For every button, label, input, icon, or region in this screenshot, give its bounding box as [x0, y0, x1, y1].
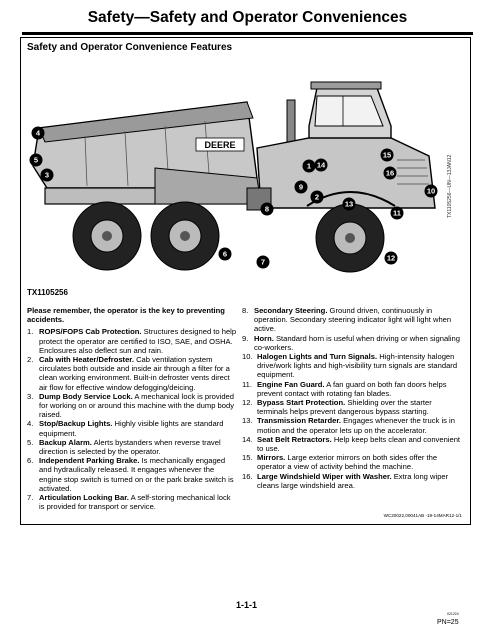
callout-14	[315, 159, 328, 172]
callout-9	[295, 181, 308, 194]
content-frame	[20, 37, 471, 525]
svg-text:1: 1	[306, 161, 312, 171]
callout-12	[385, 252, 398, 265]
callout-7	[257, 256, 270, 269]
svg-text:16: 16	[385, 168, 395, 178]
brand-logo	[196, 138, 244, 151]
box-heading: Safety and Operator Convenience Features	[27, 42, 233, 53]
callout-15	[381, 149, 394, 162]
svg-text:14: 14	[316, 160, 326, 170]
list-item: 5. Backup Alarm. Alerts bystanders when reverse travel direction is selected by the operator.	[27, 437, 221, 457]
list-item: 7. Articulation Locking Bar. A self-storing mechanical lock is provided for transport or service.	[27, 493, 231, 512]
callout-2	[311, 191, 324, 204]
figure-side-reference: TX1105256—UN—13JAN12	[447, 154, 453, 218]
callout-5	[30, 154, 43, 167]
callout-10	[425, 185, 438, 198]
list-item: 10. Halogen Lights and Turn Signals. High-intensity halogen drive/work lights and high-visibility turn signals are standard equipment.	[242, 352, 458, 380]
intro-text: Please remember, the operator is the key to preventing accidents.	[27, 306, 225, 325]
svg-text:9: 9	[298, 182, 304, 192]
list-item: 13. Transmission Retarder. Engages whenever the truck is in motion and the operator lets up on the accelerator.	[242, 416, 455, 435]
articulated-dump-truck-illustration	[25, 78, 445, 278]
features-list-right	[242, 306, 464, 490]
callout-1	[303, 160, 316, 173]
callout-4	[32, 127, 45, 140]
pn-label: PN=25	[437, 619, 459, 626]
list-item: 16. Large Windshield Wiper with Washer. Extra long wiper cleans large windshield area.	[242, 471, 449, 490]
callout-13	[343, 198, 356, 211]
page-title-bar	[22, 5, 473, 35]
svg-text:5: 5	[33, 155, 39, 165]
svg-text:4: 4	[35, 128, 41, 138]
callout-8	[261, 203, 274, 216]
svg-text:3: 3	[44, 170, 50, 180]
document-reference-code: WC20022,00041AB -19-14MAR12-1/1	[383, 513, 462, 518]
svg-text:12: 12	[386, 253, 396, 263]
svg-text:2: 2	[314, 192, 320, 202]
rear-wheel-1	[73, 202, 141, 270]
list-item: 9. Horn. Standard horn is useful when driving or when signaling co-workers.	[242, 333, 460, 352]
page-number: 1-1-1	[235, 600, 257, 610]
list-item: 8. Secondary Steering. Ground driven, continuously in operation. Secondary steering indicator light will light when active.	[242, 306, 452, 334]
svg-text:10: 10	[426, 186, 436, 196]
svg-text:DEERE: DEERE	[204, 140, 236, 150]
callout-3	[41, 169, 54, 182]
figure-id: TX1105256	[27, 288, 68, 297]
svg-text:11: 11	[393, 208, 401, 218]
front-wheel	[316, 204, 384, 272]
svg-text:6: 6	[222, 249, 228, 259]
list-item: 15. Mirrors. Large exterior mirrors on both sides offer the operator a view of activity behind the machine.	[242, 453, 438, 472]
date-code: 021224	[447, 612, 459, 616]
page-title: Safety—Safety and Operator Conveniences	[87, 9, 408, 26]
rear-wheel-2	[151, 202, 219, 270]
features-list-left	[27, 306, 237, 511]
list-item: 2. Cab with Heater/Defroster. Cab ventilation system circulates both outside and inside air through a filter for a clean working environment. Built-in defroster vents direct air flow for effective window defogging/deicing.	[27, 355, 230, 392]
svg-text:15: 15	[382, 150, 392, 160]
list-item: 14. Seat Belt Retractors. Help keep belts clean and convenient to use.	[242, 434, 461, 454]
list-item: 1. ROPS/FOPS Cab Protection. Structures designed to help protect the operator are certified to ISO, SAE, and OSHA. Enclosures also deflect sun and rain.	[27, 327, 237, 355]
list-item: 12. Bypass Start Protection. Shielding over the starter terminals helps prevent dangerous bypass starting.	[242, 398, 432, 417]
list-item: 11. Engine Fan Guard. A fan guard on both fan doors helps prevent contact with rotating fan blades.	[242, 379, 447, 398]
svg-text:13: 13	[344, 199, 354, 209]
list-item: 4. Stop/Backup Lights. Highly visible lights are standard equipment.	[27, 419, 224, 438]
list-item: 6. Independent Parking Brake. Is mechanically engaged and hydraulically released. It engages whenever the engine stop switch is turned on or the park brake switch is activated.	[27, 456, 234, 493]
svg-text:7: 7	[260, 257, 266, 267]
list-item: 3. Dump Body Service Lock. A mechanical lock is provided for working on or around this machine with the dump body raised.	[27, 391, 235, 420]
svg-text:8: 8	[264, 204, 270, 214]
callout-6	[219, 248, 232, 261]
callout-11	[391, 207, 404, 220]
callout-16	[384, 167, 397, 180]
